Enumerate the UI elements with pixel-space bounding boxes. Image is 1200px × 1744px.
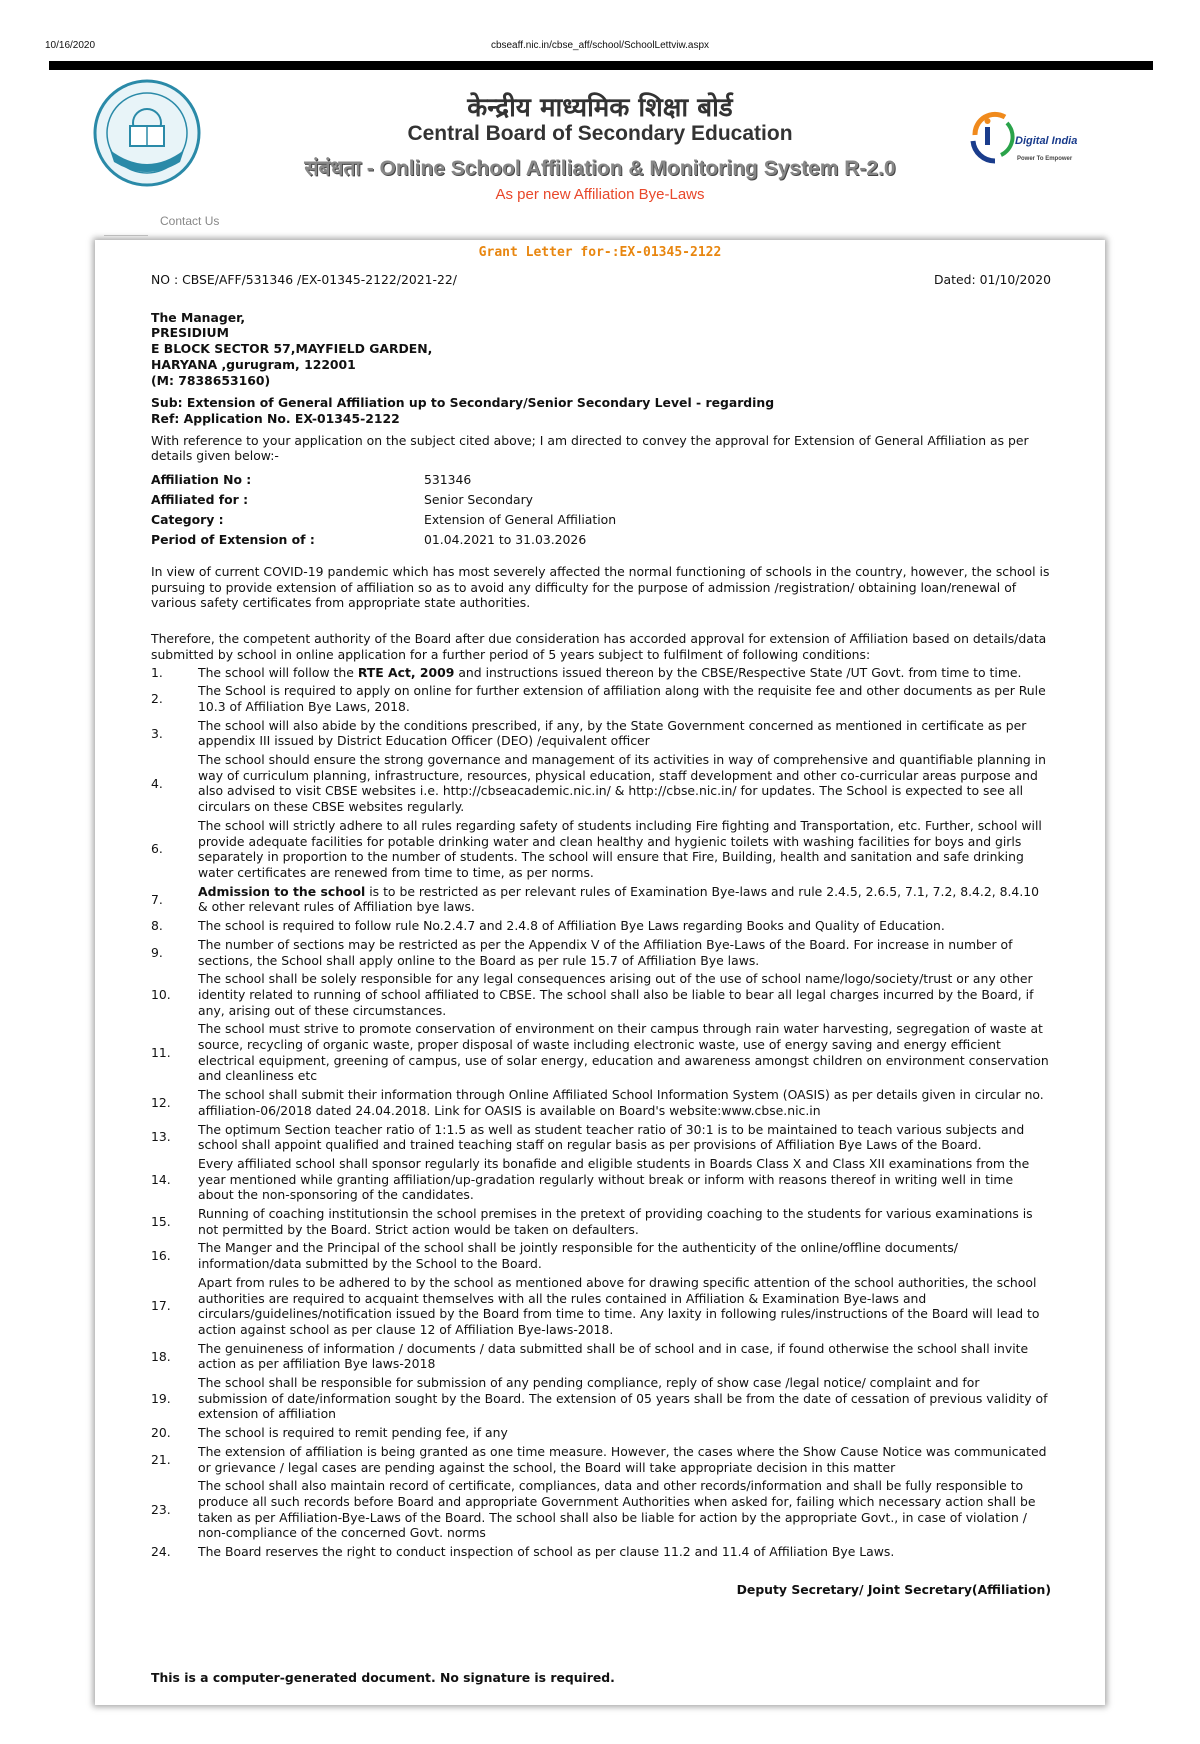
address-line: The Manager, bbox=[151, 309, 246, 325]
digital-india-label: Digital India bbox=[1015, 135, 1078, 147]
condition-item bbox=[151, 1240, 1051, 1271]
condition-item bbox=[151, 752, 1051, 815]
condition-number: 23. bbox=[151, 1501, 171, 1517]
condition-text bbox=[198, 665, 1051, 681]
condition-item bbox=[151, 1156, 1051, 1203]
condition-number: 16. bbox=[151, 1248, 171, 1264]
print-date: 10/16/2020 bbox=[45, 40, 96, 51]
condition-text-body: The school should ensure the strong governance and management of its activities in way of comprehensive and quantifiable planning in way of curriculum planning, infrastructure, resources, physical education, staff development and other co-curricular areas purpose and also advised to visit CBSE websites i.e. http://cbseacademic.nic.in/ & http://cbse.nic.in/ for updates. The School is expected to see all circulars on these CBSE websites regularly. bbox=[198, 752, 1046, 815]
system-title: संबंधता - Online School Affiliation & Monitoring System R-2.0 bbox=[304, 157, 896, 180]
condition-item bbox=[151, 1341, 1051, 1372]
address-line: (M: 7838653160) bbox=[151, 372, 271, 388]
letter-ref-row bbox=[151, 272, 1051, 288]
letter-date: Dated: 01/10/2020 bbox=[933, 272, 1051, 287]
detail-row bbox=[151, 470, 1051, 490]
condition-text bbox=[198, 918, 1051, 934]
condition-text bbox=[198, 1156, 1051, 1203]
condition-text-body: The school is required to remit pending fee, if any bbox=[198, 1425, 508, 1441]
header-rule bbox=[49, 61, 1153, 70]
board-title-english: Central Board of Secondary Education bbox=[407, 122, 793, 145]
affiliation-details bbox=[151, 470, 1051, 550]
condition-number: 19. bbox=[151, 1390, 171, 1406]
condition-emphasis: RTE Act, 2009 bbox=[357, 664, 455, 680]
condition-text-body: The extension of affiliation is being granted as one time measure. However, the cases where the Show Cause Notice was communicated or grievance / legal cases are pending against the school, the Board will take appropriate decision in this matter bbox=[198, 1443, 1047, 1475]
condition-text-body: The school must strive to promote conservation of environment on their campus through rain water harvesting, segregation of waste at source, recycling of organic waste, proper disposal of waste including electronic waste, use of energy saving and energy efficient electrical equipment, greening of campus, use of solar energy, education and awareness amongst children on environment conservation and cleanliness etc bbox=[198, 1021, 1049, 1084]
condition-item bbox=[151, 1444, 1051, 1475]
subject-line: Sub: Extension of General Affiliation up to Secondary/Senior Secondary Level - regarding bbox=[151, 395, 775, 411]
condition-text-body: Every affiliated school shall sponsor regularly its bonafide and eligible students in Boards Class X and Class XII examinations from the year mentioned while granting affiliation/up-gradation regularly without break or inform with reasons thereof in writing well in time about the non-sponsoring of the candidates. bbox=[198, 1155, 1030, 1203]
condition-text bbox=[198, 1122, 1051, 1153]
condition-item bbox=[151, 683, 1051, 714]
detail-value: Senior Secondary bbox=[424, 492, 534, 508]
condition-item bbox=[151, 665, 1051, 681]
condition-item bbox=[151, 1087, 1051, 1118]
condition-text-body: The School is required to apply on online for further extension of affiliation along with the requisite fee and other documents as per Rule 10.3 of Affiliation Bye Laws, 2018. bbox=[198, 683, 1046, 714]
condition-number: 4. bbox=[151, 775, 163, 791]
ref-application-line: Ref: Application No. EX-01345-2122 bbox=[151, 410, 400, 426]
condition-number: 11. bbox=[151, 1044, 171, 1060]
condition-item bbox=[151, 1206, 1051, 1237]
condition-number: 14. bbox=[151, 1171, 171, 1187]
condition-emphasis: Admission to the school bbox=[198, 883, 366, 899]
condition-item bbox=[151, 818, 1051, 881]
condition-number: 24. bbox=[151, 1544, 171, 1560]
condition-number: 21. bbox=[151, 1451, 171, 1467]
intro-paragraph: With reference to your application on the subject cited above; I am directed to convey the approval for Extension of General Affiliation as per details given below:- bbox=[151, 432, 1029, 464]
condition-text-body: The optimum Section teacher ratio of 1:1.5 as well as student teacher ratio of 30:1 is to be maintained to teach various subjects and school shall appoint qualified and trained teaching staff on regular basis as per provisions of Affiliation Bye Laws of the Board. bbox=[198, 1121, 1025, 1153]
nav-divider bbox=[104, 235, 148, 236]
condition-item bbox=[151, 1375, 1051, 1422]
condition-item bbox=[151, 1275, 1051, 1338]
condition-text bbox=[198, 1544, 1051, 1560]
condition-text bbox=[198, 1375, 1051, 1422]
condition-item bbox=[151, 884, 1051, 915]
condition-item bbox=[151, 718, 1051, 749]
condition-item bbox=[151, 1425, 1051, 1441]
condition-number: 10. bbox=[151, 986, 171, 1002]
condition-item bbox=[151, 937, 1051, 968]
condition-text bbox=[198, 1341, 1051, 1372]
condition-item bbox=[151, 918, 1051, 934]
condition-text bbox=[198, 718, 1051, 749]
conditions-list bbox=[151, 665, 1051, 1560]
condition-text bbox=[198, 1275, 1051, 1338]
condition-item bbox=[151, 1122, 1051, 1153]
condition-number: 12. bbox=[151, 1094, 171, 1110]
digital-india-tagline: Power To Empower bbox=[1017, 156, 1073, 162]
condition-number: 1. bbox=[151, 664, 163, 680]
condition-text-body: The school is required to follow rule No.2.4.7 and 2.4.8 of Affiliation Bye Laws regarding Books and Quality of Education. bbox=[198, 918, 945, 934]
condition-text-body: Apart from rules to be adhered to by the school as mentioned above for drawing specific attention of the school authorities, the school authorities are required to acquaint themselves with all the rules contained in Affiliation & Examination Bye-laws and circulars/guidelines/notification issued by the Board from time to time. Any laxity in following rules/instructions of the Board will lead to action against school as per clause 12 of Affiliation Bye-laws-2018. bbox=[198, 1274, 1040, 1337]
reference-number: NO : CBSE/AFF/531346 /EX-01345-2122/2021-22/ bbox=[151, 272, 457, 287]
detail-row bbox=[151, 490, 1051, 510]
condition-text-body: The Board reserves the right to conduct inspection of school as per clause 11.2 and 11.4 of Affiliation Bye Laws. bbox=[198, 1544, 895, 1560]
address-line: E BLOCK SECTOR 57,MAYFIELD GARDEN, bbox=[151, 341, 433, 357]
detail-row bbox=[151, 510, 1051, 530]
condition-text bbox=[198, 1087, 1051, 1118]
condition-text-body: Running of coaching institutionsin the school premises in the pretext of providing coaching to the students for various examinations is not permitted by the Board. Strict action would be taken on defaulters. bbox=[198, 1206, 1033, 1237]
condition-text bbox=[198, 937, 1051, 968]
condition-text bbox=[198, 971, 1051, 1018]
condition-text-body: The school shall also maintain record of certificate, compliances, data and other records/information and shall be fully responsible to produce all such records before Board and appropriate Government Authorities when asked for, failing which necessary action shall be taken as per Affiliation-Bye-Laws of the Board. The school shall also be liable for action by the appropriate Govt., in case of violation / non-compliance of the concerned Govt. norms bbox=[198, 1478, 1036, 1541]
condition-number: 13. bbox=[151, 1129, 171, 1145]
footer-note: This is a computer-generated document. No signature is required. bbox=[151, 1670, 615, 1685]
condition-text-body: The school will strictly adhere to all rules regarding safety of students including Fire fighting and Transportation, etc. Further, school will provide adequate facilities for potable drinking water and clean healthy and hygienic toilets with washing facilities for boys and girls separately in proportion to the number of students. The school will ensure that Fire, Building, health and sanitation and safe drinking water certificates are renewed from time to time, as per norms. bbox=[198, 817, 1042, 880]
condition-text bbox=[198, 1425, 1051, 1441]
condition-number: 3. bbox=[151, 725, 163, 741]
board-title-hindi: केन्द्रीय माध्यमिक शिक्षा बोर्ड bbox=[467, 93, 733, 123]
condition-number: 17. bbox=[151, 1298, 171, 1314]
covid-paragraph: In view of current COVID-19 pandemic which has most severely affected the normal functioning of schools in the country, however, the school is pursuing to provide extension of affiliation so as to avoid any difficulty for the purpose of admission /registration/ obtaining loan/renewal of various safety certificates from appropriate state authorities. bbox=[151, 564, 1050, 611]
condition-number: 8. bbox=[151, 918, 163, 934]
condition-text-body: is to be restricted as per relevant rules of Examination Bye-laws and rule 2.4.5, 2.6.5, 7.1, 7.2, 8.4.2, 8.4.10 & other relevant rules of Affiliation bye laws. bbox=[198, 883, 1040, 915]
condition-text-lead: The school will follow the bbox=[198, 664, 358, 680]
browser-print-header bbox=[0, 40, 1200, 54]
condition-item bbox=[151, 1021, 1051, 1084]
condition-text-body: The school shall be solely responsible for any legal consequences arising out of the use of school name/logo/society/trust or any other identity related to running of school affiliated to CBSE. The school shall also be liable to bear all legal charges incurred by the Board, if any, arising out of these circumstances. bbox=[198, 971, 1034, 1018]
condition-text bbox=[198, 818, 1051, 881]
detail-row bbox=[151, 530, 1051, 550]
bye-laws-note: As per new Affiliation Bye-Laws bbox=[495, 186, 705, 203]
condition-text-body: The school will also abide by the conditions prescribed, if any, by the State Government concerned as mentioned in certificate as per appendix III issued by District Education Officer (DEO) /equivalent officer bbox=[198, 717, 1027, 749]
condition-text bbox=[198, 752, 1051, 815]
condition-text bbox=[198, 1021, 1051, 1084]
subject-block bbox=[151, 395, 1051, 426]
contact-us-link[interactable]: Contact Us bbox=[160, 214, 220, 228]
conditions-intro: Therefore, the competent authority of the Board after due consideration has accorded approval for extension of Affiliation based on details/data submitted by school in online application for a further period of 5 years subject to fulfilment of following conditions: bbox=[151, 631, 1047, 662]
condition-number: 18. bbox=[151, 1348, 171, 1364]
letter-body bbox=[151, 272, 1051, 1598]
detail-value: 01.04.2021 to 31.03.2026 bbox=[424, 532, 587, 548]
condition-text-body: The genuineness of information / documents / data submitted shall be of school and in case, if found otherwise the school shall invite action as per affiliation Bye laws-2018 bbox=[198, 1340, 1029, 1372]
condition-number: 15. bbox=[151, 1213, 171, 1229]
condition-number: 9. bbox=[151, 944, 163, 960]
condition-number: 6. bbox=[151, 841, 163, 857]
condition-text-body: and instructions issued thereon by the CBSE/Respective State /UT Govt. from time to time. bbox=[454, 664, 1022, 680]
detail-label: Affiliated for : bbox=[151, 492, 249, 508]
signatory: Deputy Secretary/ Joint Secretary(Affiliation) bbox=[736, 1581, 1051, 1597]
condition-number: 2. bbox=[151, 691, 163, 707]
address-line: HARYANA ,gurugram, 122001 bbox=[151, 356, 356, 372]
condition-text bbox=[198, 1478, 1051, 1541]
condition-item bbox=[151, 1544, 1051, 1560]
detail-value: 531346 bbox=[424, 472, 472, 488]
condition-text-body: The school shall be responsible for submission of any pending compliance, reply of show case /legal notice/ complaint and for submission of date/information sought by the Board. The extension of 05 years shall be from the date of cessation of previous validity of extension of affiliation bbox=[198, 1375, 1048, 1422]
detail-label: Affiliation No : bbox=[151, 472, 252, 488]
condition-number: 7. bbox=[151, 891, 163, 907]
detail-value: Extension of General Affiliation bbox=[424, 512, 617, 528]
condition-text-body: The number of sections may be restricted as per the Appendix V of the Affiliation Bye-Laws of the Board. For increase in number of sections, the School shall apply online to the Board as per rule 15.7 of Affiliation Bye laws. bbox=[198, 936, 1013, 968]
condition-text bbox=[198, 1206, 1051, 1237]
condition-text-body: The Manger and the Principal of the school shall be jointly responsible for the authenticity of the online/offline documents/ information/data submitted by the School to the Board. bbox=[198, 1240, 958, 1272]
recipient-address bbox=[151, 310, 1051, 389]
address-line: PRESIDIUM bbox=[151, 325, 229, 341]
condition-item bbox=[151, 971, 1051, 1018]
detail-label: Category : bbox=[151, 512, 224, 528]
detail-label: Period of Extension of : bbox=[151, 532, 315, 548]
condition-text bbox=[198, 1444, 1051, 1475]
print-url: cbseaff.nic.in/cbse_aff/school/SchoolLettviw.aspx bbox=[490, 40, 710, 51]
condition-text bbox=[198, 683, 1051, 714]
condition-item bbox=[151, 1478, 1051, 1541]
grant-letter-card bbox=[95, 240, 1105, 1705]
condition-text bbox=[198, 1240, 1051, 1271]
condition-text bbox=[198, 884, 1051, 915]
grant-letter-title: Grant Letter for-:EX-01345-2122 bbox=[478, 245, 722, 260]
condition-text-body: The school shall submit their information through Online Affiliated School Information System (OASIS) as per details given in circular no. affiliation-06/2018 dated 24.04.2018. Link for OASIS is available on Board's website:www.cbse.nic.in bbox=[198, 1087, 1044, 1118]
condition-number: 20. bbox=[151, 1425, 171, 1441]
